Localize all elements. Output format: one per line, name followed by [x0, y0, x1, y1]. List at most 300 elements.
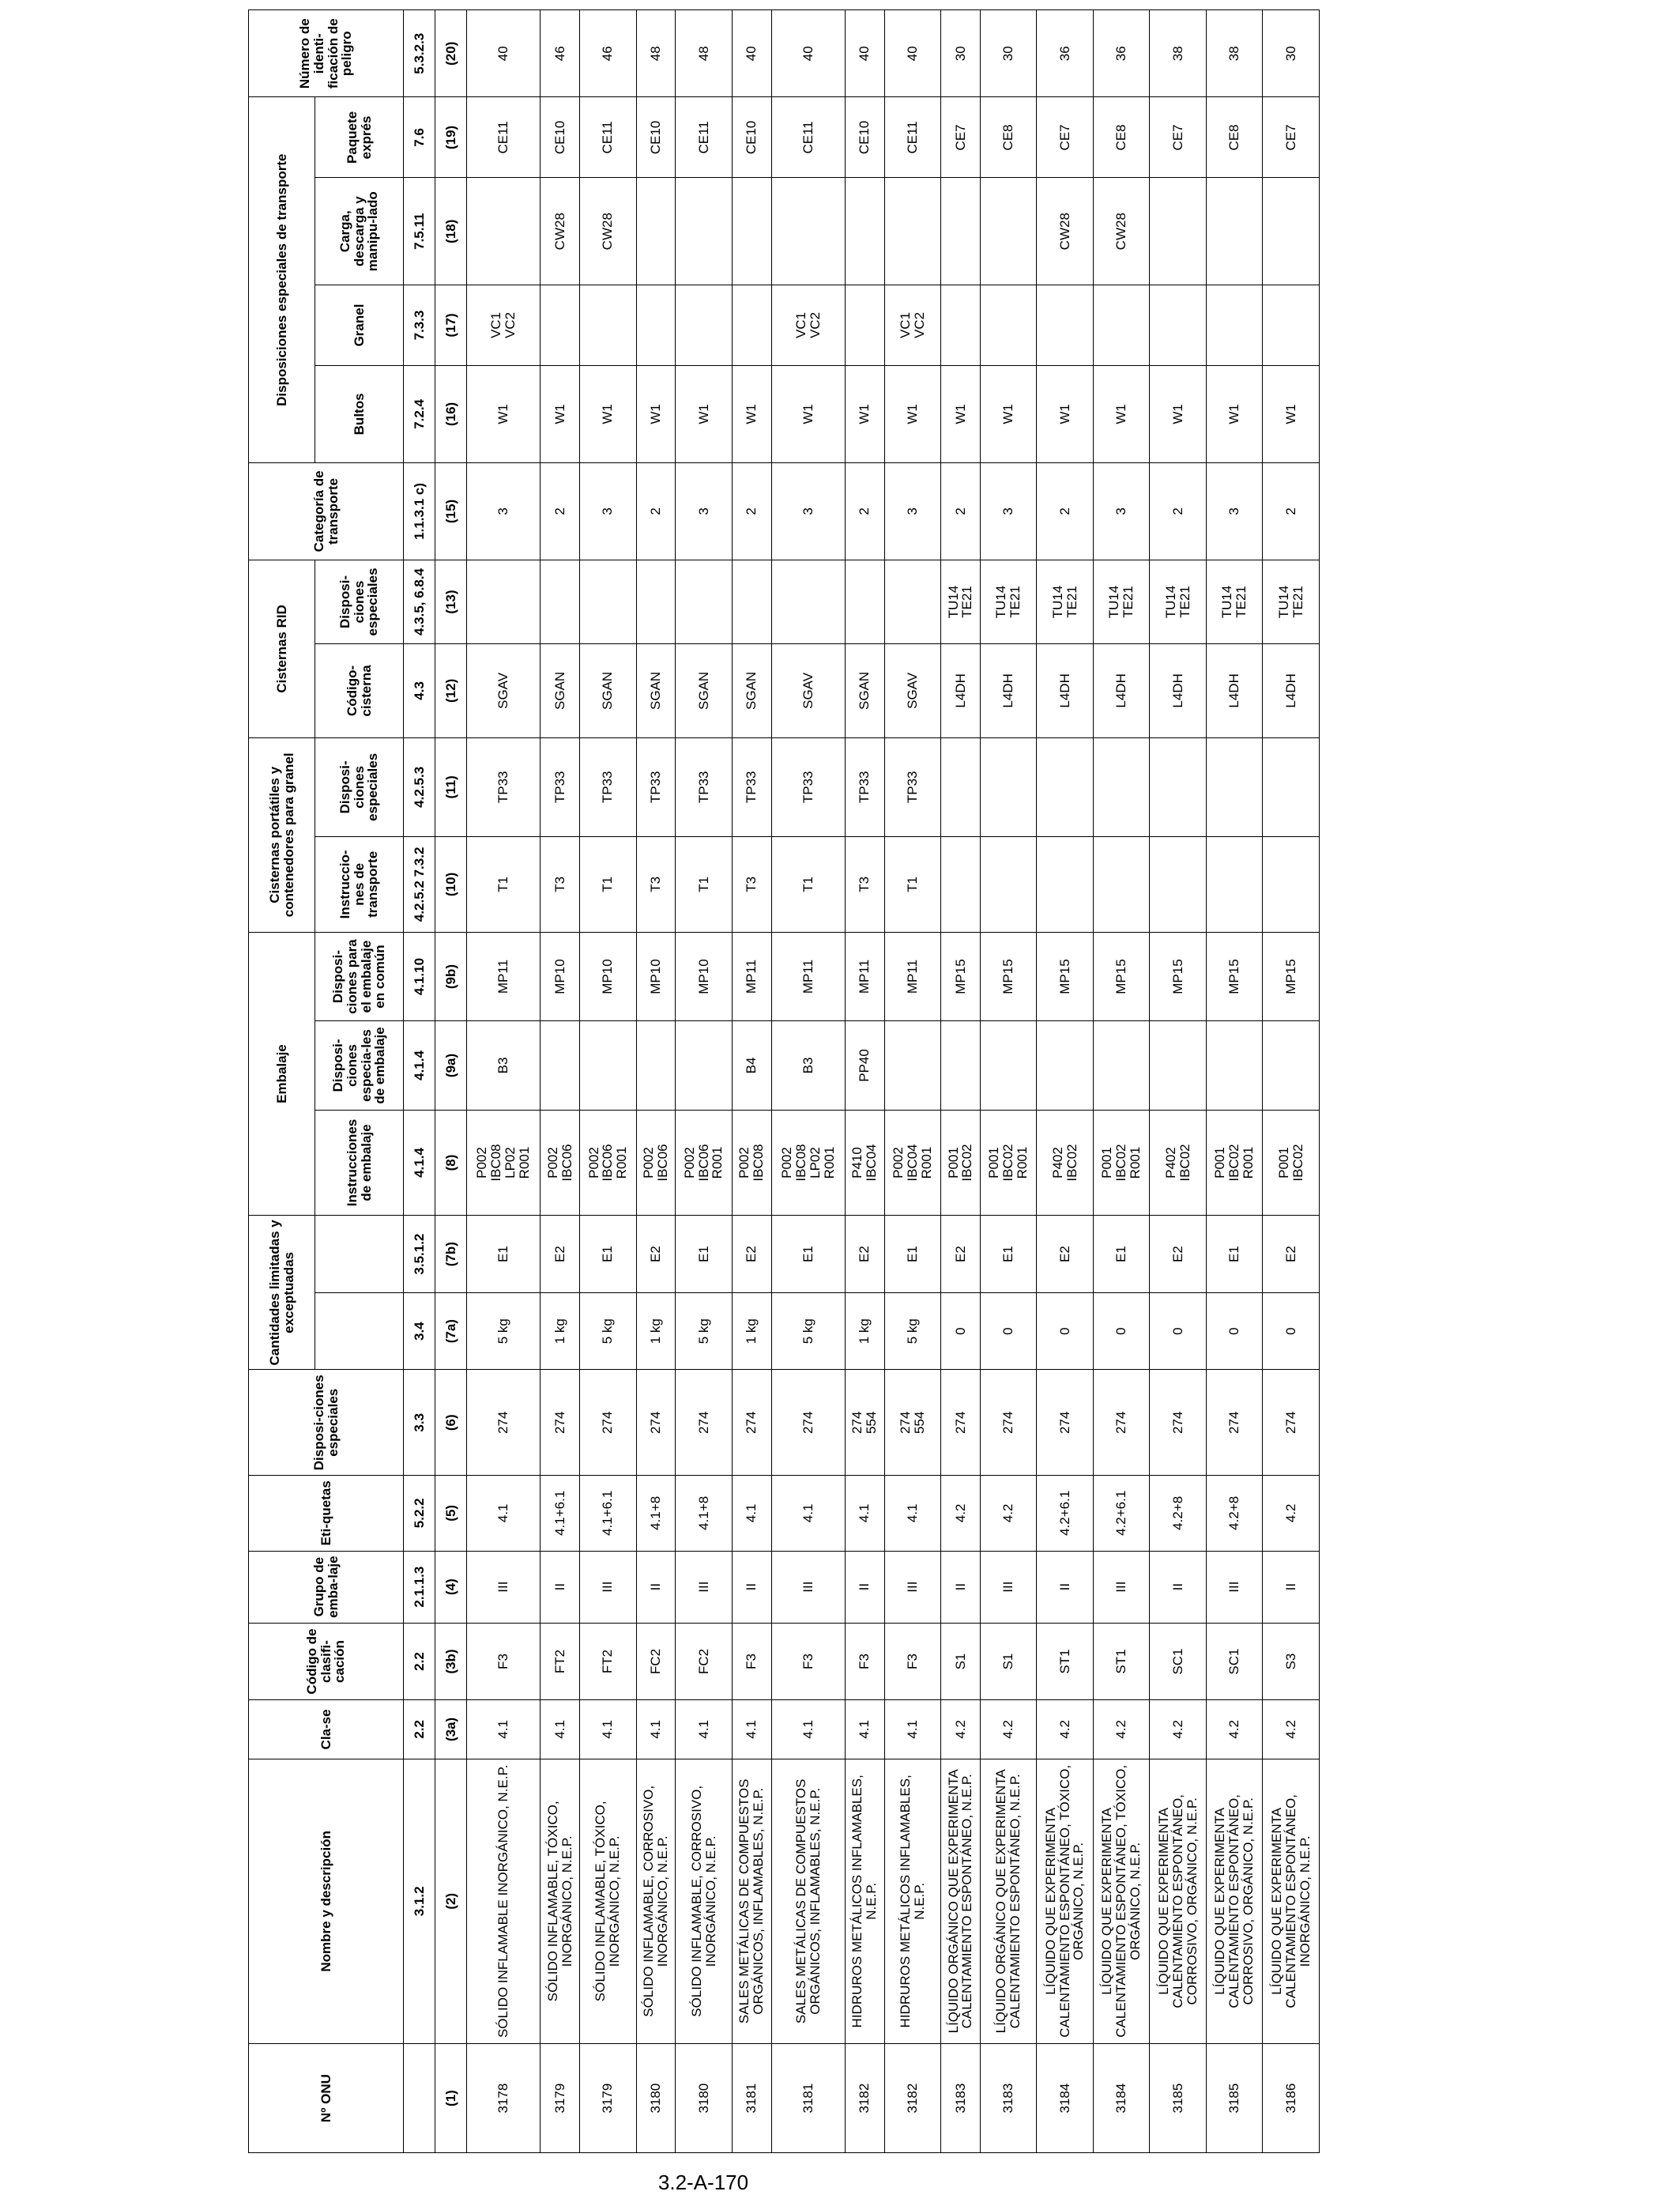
express-cell: CE10: [541, 97, 580, 178]
tank-code-cell: L4DH: [1150, 643, 1207, 737]
reference-cell: 4.3: [404, 643, 435, 737]
transport-category-cell: 2: [636, 462, 676, 560]
loading-cell: CW28: [1093, 178, 1150, 285]
name-cell: LÍQUIDO ORGÁNICO QUE EXPERIMENTA CALENTAMIENTO ESPONTÁNEO, N.E.P.: [941, 1759, 981, 2044]
packing-instructions-cell: [884, 1110, 941, 1216]
page-number: 3.2-A-170: [657, 2170, 749, 2194]
table-row: [1206, 10, 1263, 2153]
packing-group-cell: III: [1206, 1551, 1263, 1623]
hazard-id-cell: 40: [845, 10, 884, 97]
cell-line: VC2: [911, 311, 927, 339]
table-row: [676, 10, 733, 2153]
transport-category-cell: 3: [1093, 462, 1150, 560]
limited-quantity-cell: 0: [1263, 1292, 1320, 1370]
table-row: [941, 10, 981, 2153]
reference-cell: 4.2.5.3: [404, 737, 435, 836]
cell-line: IBC02: [1064, 1144, 1079, 1182]
cell-line: P402: [1162, 1147, 1178, 1179]
express-cell: CE11: [676, 97, 733, 178]
tank-special-cell: TP33: [845, 737, 884, 836]
packages-cell: W1: [1150, 365, 1207, 462]
bulk-cell: [636, 285, 676, 366]
packing-group-cell: III: [580, 1551, 637, 1623]
header-rid-tanks: Cisternas RID: [249, 560, 315, 737]
packing-group-cell: III: [467, 1551, 541, 1623]
packages-cell: W1: [1263, 365, 1320, 462]
classification-code-cell: FC2: [676, 1623, 733, 1700]
hazard-id-cell: 46: [580, 10, 637, 97]
labels-cell: 4.2: [980, 1476, 1037, 1551]
tank-instructions-cell: T1: [771, 836, 845, 932]
labels-cell: 4.1+6.1: [580, 1476, 637, 1551]
column-number-cell: (8): [435, 1110, 467, 1216]
packing-instructions-cell: [980, 1110, 1037, 1216]
hazard-id-cell: 46: [541, 10, 580, 97]
classification-code-cell: S1: [941, 1623, 981, 1700]
packing-group-cell: III: [676, 1551, 733, 1623]
name-cell: SÓLIDO INFLAMABLE INORGÁNICO, N.E.P.: [467, 1759, 541, 2044]
class-cell: 4.2: [1206, 1700, 1263, 1759]
bulk-cell: [1263, 285, 1320, 366]
hazard-id-cell: 40: [732, 10, 771, 97]
transport-category-cell: 3: [1206, 462, 1263, 560]
header-special-packing: Disposi-ciones especia-les de embalaje: [315, 1021, 404, 1110]
mixed-packing-cell: MP15: [1037, 932, 1094, 1020]
name-cell: LÍQUIDO QUE EXPERIMENTA CALENTAMIENTO ESPONTÁNEO, INORGÁNICO, N.E.P.: [1263, 1759, 1320, 2044]
bulk-cell: [580, 285, 637, 366]
class-cell: 4.1: [676, 1700, 733, 1759]
special-packing-cell: [1206, 1021, 1263, 1110]
column-number-cell: (2): [435, 1759, 467, 2044]
rid-special-cell: [1093, 560, 1150, 643]
cell-line: P002: [474, 1147, 490, 1179]
name-cell: SALES METÁLICAS DE COMPUESTOS ORGÁNICOS, INFLAMABLES, N.E.P.: [771, 1759, 845, 2044]
cell-line: P002: [544, 1147, 560, 1179]
loading-cell: [884, 178, 941, 285]
cell-line: VC1: [488, 311, 504, 339]
reference-cell: 7.5.11: [404, 178, 435, 285]
column-number-cell: (4): [435, 1551, 467, 1623]
packages-cell: W1: [541, 365, 580, 462]
class-cell: 4.1: [884, 1700, 941, 1759]
column-number-cell: (3b): [435, 1623, 467, 1700]
cell-line: LP02: [807, 1147, 823, 1179]
cell-line: P002: [736, 1147, 752, 1179]
limited-quantity-cell: 5 kg: [676, 1292, 733, 1370]
tank-instructions-cell: [1263, 836, 1320, 932]
excepted-quantity-cell: E1: [1206, 1216, 1263, 1293]
limited-quantity-cell: 0: [1150, 1292, 1207, 1370]
excepted-quantity-cell: E1: [580, 1216, 637, 1293]
transport-category-cell: 3: [771, 462, 845, 560]
special-packing-cell: [541, 1021, 580, 1110]
packing-instructions-cell: [941, 1110, 981, 1216]
column-number-cell: (9a): [435, 1021, 467, 1110]
labels-cell: 4.2+6.1: [1093, 1476, 1150, 1551]
table-body: [467, 10, 1320, 2153]
cell-line: TE21: [1008, 586, 1023, 618]
limited-quantity-cell: 1 kg: [636, 1292, 676, 1370]
special-packing-cell: B4: [732, 1021, 771, 1110]
column-number-cell: (17): [435, 285, 467, 366]
cell-line: IBC06: [654, 1144, 670, 1182]
excepted-quantity-cell: E2: [541, 1216, 580, 1293]
tank-special-cell: TP33: [676, 737, 733, 836]
transport-category-cell: 2: [845, 462, 884, 560]
special-packing-cell: B3: [467, 1021, 541, 1110]
header-packing-group: Grupo de emba-laje: [249, 1551, 404, 1623]
tank-code-cell: L4DH: [980, 643, 1037, 737]
cell-line: IBC02: [959, 1144, 975, 1182]
bulk-cell: [1206, 285, 1263, 366]
name-cell: LÍQUIDO QUE EXPERIMENTA CALENTAMIENTO ESPONTÁNEO, CORROSIVO, ORGÁNICO, N.E.P.: [1206, 1759, 1263, 2044]
special-provisions-cell: 274: [541, 1370, 580, 1476]
column-number-cell: (13): [435, 560, 467, 643]
header-express: Paquete exprés: [315, 97, 404, 178]
cell-line: IBC08: [751, 1144, 767, 1182]
loading-cell: [1206, 178, 1263, 285]
bulk-cell: [1093, 285, 1150, 366]
cell-line: P001: [945, 1147, 961, 1179]
packing-instructions-cell: [771, 1110, 845, 1216]
classification-code-cell: FT2: [541, 1623, 580, 1700]
mixed-packing-cell: MP10: [636, 932, 676, 1020]
mixed-packing-cell: MP11: [467, 932, 541, 1020]
rid-special-cell: [980, 560, 1037, 643]
packing-instructions-cell: [636, 1110, 676, 1216]
header-packing-instructions: Instrucciones de embalaje: [315, 1110, 404, 1216]
mixed-packing-cell: MP15: [1093, 932, 1150, 1020]
labels-cell: 4.1+8: [636, 1476, 676, 1551]
class-cell: 4.2: [980, 1700, 1037, 1759]
packing-group-cell: II: [541, 1551, 580, 1623]
express-cell: CE8: [1093, 97, 1150, 178]
packages-cell: W1: [884, 365, 941, 462]
bulk-cell: [1150, 285, 1207, 366]
tank-instructions-cell: T1: [580, 836, 637, 932]
reference-cell: 1.1.3.1 c): [404, 462, 435, 560]
bulk-cell: [541, 285, 580, 366]
reference-cell: 2.1.1.3: [404, 1551, 435, 1623]
reference-cell: 4.3.5, 6.8.4: [404, 560, 435, 643]
packing-instructions-cell: [1093, 1110, 1150, 1216]
tank-special-cell: [980, 737, 1037, 836]
tank-instructions-cell: [1206, 836, 1263, 932]
reference-cell: 4.2.5.2 7.3.2: [404, 836, 435, 932]
header-special-provisions: Disposi-ciones especiales: [249, 1370, 404, 1476]
tank-code-cell: L4DH: [1206, 643, 1263, 737]
labels-cell: 4.2+6.1: [1037, 1476, 1094, 1551]
column-number-row: [435, 10, 467, 2153]
loading-cell: CW28: [580, 178, 637, 285]
labels-cell: 4.1: [845, 1476, 884, 1551]
labels-cell: 4.2+8: [1206, 1476, 1263, 1551]
tank-code-cell: SGAV: [771, 643, 845, 737]
special-packing-cell: [636, 1021, 676, 1110]
rid-special-cell: [541, 560, 580, 643]
column-number-cell: (20): [435, 10, 467, 97]
packages-cell: W1: [845, 365, 884, 462]
special-provisions-cell: 274: [1037, 1370, 1094, 1476]
packages-cell: W1: [1206, 365, 1263, 462]
hazard-id-cell: 30: [1263, 10, 1320, 97]
excepted-quantity-cell: E1: [771, 1216, 845, 1293]
dangerous-goods-table: [248, 9, 1320, 2153]
header-packages: Bultos: [315, 365, 404, 462]
cell-line: P002: [586, 1147, 601, 1179]
hazard-id-cell: 48: [636, 10, 676, 97]
packing-group-cell: II: [845, 1551, 884, 1623]
special-provisions-cell: 274: [1150, 1370, 1207, 1476]
cell-line: VC1: [793, 311, 808, 339]
class-cell: 4.1: [771, 1700, 845, 1759]
header-rid-special: Disposi-ciones especiales: [315, 560, 404, 643]
special-provisions-cell: 274: [1093, 1370, 1150, 1476]
header-bulk: Granel: [315, 285, 404, 366]
class-cell: 4.2: [941, 1700, 981, 1759]
cell-line: P001: [1099, 1147, 1115, 1179]
excepted-quantity-cell: E1: [980, 1216, 1037, 1293]
rid-special-cell: [1263, 560, 1320, 643]
hazard-id-cell: 40: [771, 10, 845, 97]
tank-code-cell: SGAV: [884, 643, 941, 737]
class-cell: 4.1: [580, 1700, 637, 1759]
packing-group-cell: II: [941, 1551, 981, 1623]
special-provisions-cell: 274: [676, 1370, 733, 1476]
tank-code-cell: SGAN: [676, 643, 733, 737]
un-number-cell: 3184: [1093, 2044, 1150, 2153]
packages-cell: W1: [676, 365, 733, 462]
loading-cell: [941, 178, 981, 285]
packing-instructions-cell: [580, 1110, 637, 1216]
excepted-quantity-cell: E1: [467, 1216, 541, 1293]
header-name: Nombre y descripción: [249, 1759, 404, 2044]
cell-line: TE21: [1290, 586, 1305, 618]
tank-instructions-cell: [1037, 836, 1094, 932]
bulk-cell: [1037, 285, 1094, 366]
cell-line: P002: [681, 1147, 697, 1179]
column-number-cell: (19): [435, 97, 467, 178]
rid-special-cell: [941, 560, 981, 643]
header-excepted-qty-cell: [315, 1216, 404, 1293]
packing-instructions-cell: [1150, 1110, 1207, 1216]
classification-code-cell: F3: [732, 1623, 771, 1700]
excepted-quantity-cell: E1: [884, 1216, 941, 1293]
header-tank-special: Disposi-ciones especiales: [315, 737, 404, 836]
reference-cell: 3.4: [404, 1292, 435, 1370]
un-number-cell: 3180: [636, 2044, 676, 2153]
table-row: [1037, 10, 1094, 2153]
un-number-cell: 3183: [980, 2044, 1037, 2153]
mixed-packing-cell: MP15: [980, 932, 1037, 1020]
un-number-cell: 3181: [771, 2044, 845, 2153]
un-number-cell: 3179: [541, 2044, 580, 2153]
bulk-cell: [771, 285, 845, 366]
header-hazard-id: Número de identi-ficación de peligro: [249, 10, 404, 97]
class-cell: 4.2: [1093, 1700, 1150, 1759]
express-cell: CE11: [580, 97, 637, 178]
limited-quantity-cell: 1 kg: [541, 1292, 580, 1370]
class-cell: 4.2: [1263, 1700, 1320, 1759]
cell-line: TU14: [1219, 585, 1235, 619]
bulk-cell: [941, 285, 981, 366]
labels-cell: 4.1+6.1: [541, 1476, 580, 1551]
cell-line: R001: [517, 1146, 532, 1179]
cell-line: IBC02: [1000, 1144, 1016, 1182]
tank-instructions-cell: T1: [467, 836, 541, 932]
special-packing-cell: [1263, 1021, 1320, 1110]
header-limited-qty-cell: [315, 1292, 404, 1370]
tank-instructions-cell: [941, 836, 981, 932]
table-row: [732, 10, 771, 2153]
cell-line: VC2: [807, 311, 823, 339]
limited-quantity-cell: 1 kg: [845, 1292, 884, 1370]
mixed-packing-cell: MP15: [1263, 932, 1320, 1020]
header-classification-code: Código de clasifi-cación: [249, 1623, 404, 1700]
rid-special-cell: [467, 560, 541, 643]
hazard-id-cell: 30: [980, 10, 1037, 97]
classification-code-cell: FT2: [580, 1623, 637, 1700]
excepted-quantity-cell: E2: [1037, 1216, 1094, 1293]
table-row: [845, 10, 884, 2153]
transport-category-cell: 3: [884, 462, 941, 560]
class-cell: 4.1: [541, 1700, 580, 1759]
excepted-quantity-cell: E2: [732, 1216, 771, 1293]
tank-special-cell: TP33: [541, 737, 580, 836]
packing-instructions-cell: [1037, 1110, 1094, 1216]
express-cell: CE7: [941, 97, 981, 178]
tank-code-cell: L4DH: [1037, 643, 1094, 737]
cell-line: IBC06: [559, 1144, 574, 1182]
transport-category-cell: 2: [1037, 462, 1094, 560]
cell-line: TU14: [1106, 585, 1122, 619]
express-cell: CE8: [980, 97, 1037, 178]
mixed-packing-cell: MP15: [1150, 932, 1207, 1020]
column-number-cell: (18): [435, 178, 467, 285]
transport-category-cell: 3: [980, 462, 1037, 560]
special-provisions-cell: 274: [732, 1370, 771, 1476]
special-packing-cell: PP40: [845, 1021, 884, 1110]
loading-cell: [676, 178, 733, 285]
name-cell: SÓLIDO INFLAMABLE, CORROSIVO, INORGÁNICO, N.E.P.: [676, 1759, 733, 2044]
name-cell: HIDRUROS METÁLICOS INFLAMABLES, N.E.P.: [845, 1759, 884, 2044]
mixed-packing-cell: MP11: [845, 932, 884, 1020]
tank-instructions-cell: T1: [884, 836, 941, 932]
header-mixed-packing: Disposi-ciones para el embalaje en común: [315, 932, 404, 1020]
packing-instructions-cell: [845, 1110, 884, 1216]
table-row: [467, 10, 541, 2153]
name-cell: SALES METÁLICAS DE COMPUESTOS ORGÁNICOS, INFLAMABLES, N.E.P.: [732, 1759, 771, 2044]
cell-line: TU14: [1162, 585, 1178, 619]
express-cell: CE7: [1037, 97, 1094, 178]
column-number-cell: (12): [435, 643, 467, 737]
labels-cell: 4.1: [467, 1476, 541, 1551]
packing-group-cell: II: [1263, 1551, 1320, 1623]
column-number-cell: (9b): [435, 932, 467, 1020]
packing-instructions-cell: [1206, 1110, 1263, 1216]
cell-line: R001: [1241, 1146, 1256, 1179]
classification-code-cell: F3: [884, 1623, 941, 1700]
limited-quantity-cell: 0: [1093, 1292, 1150, 1370]
un-number-cell: 3183: [941, 2044, 981, 2153]
table-row: [1263, 10, 1320, 2153]
packing-group-cell: II: [732, 1551, 771, 1623]
packing-instructions-cell: [541, 1110, 580, 1216]
cell-line: IBC06: [600, 1144, 616, 1182]
special-packing-cell: [580, 1021, 637, 1110]
name-cell: SÓLIDO INFLAMABLE, CORROSIVO, INORGÁNICO, N.E.P.: [636, 1759, 676, 2044]
excepted-quantity-cell: E2: [1263, 1216, 1320, 1293]
limited-quantity-cell: 5 kg: [771, 1292, 845, 1370]
class-cell: 4.1: [845, 1700, 884, 1759]
header-un-number: Nº ONU: [249, 2044, 404, 2153]
packing-group-cell: III: [771, 1551, 845, 1623]
rid-special-cell: [1150, 560, 1207, 643]
column-number-cell: (10): [435, 836, 467, 932]
mixed-packing-cell: MP10: [676, 932, 733, 1020]
packing-group-cell: II: [1037, 1551, 1094, 1623]
bulk-cell: [467, 285, 541, 366]
cell-line: TU14: [1275, 585, 1291, 619]
un-number-cell: 3185: [1150, 2044, 1207, 2153]
cell-line: 554: [911, 1411, 927, 1434]
express-cell: CE11: [771, 97, 845, 178]
classification-code-cell: SC1: [1206, 1623, 1263, 1700]
special-provisions-cell: 274: [1206, 1370, 1263, 1476]
column-number-cell: (11): [435, 737, 467, 836]
loading-cell: [1263, 178, 1320, 285]
un-number-cell: 3181: [732, 2044, 771, 2153]
tank-instructions-cell: T3: [845, 836, 884, 932]
packing-instructions-cell: [467, 1110, 541, 1216]
un-number-cell: 3180: [676, 2044, 733, 2153]
transport-category-cell: 2: [1263, 462, 1320, 560]
header-tank-instructions: Instruccio-nes de transporte: [315, 836, 404, 932]
cell-line: P001: [1212, 1147, 1228, 1179]
table-row: [771, 10, 845, 2153]
cell-line: IBC04: [864, 1144, 880, 1182]
class-cell: 4.1: [732, 1700, 771, 1759]
special-provisions-cell: [884, 1370, 941, 1476]
tank-instructions-cell: T1: [676, 836, 733, 932]
table-row: [884, 10, 941, 2153]
tank-code-cell: SGAV: [467, 643, 541, 737]
rid-special-cell: [580, 560, 637, 643]
name-cell: SÓLIDO INFLAMABLE, TÓXICO, INORGÁNICO, N.E.P.: [580, 1759, 637, 2044]
packing-group-cell: III: [884, 1551, 941, 1623]
express-cell: CE11: [467, 97, 541, 178]
bulk-cell: [980, 285, 1037, 366]
limited-quantity-cell: 1 kg: [732, 1292, 771, 1370]
bulk-cell: [732, 285, 771, 366]
column-number-cell: (16): [435, 365, 467, 462]
un-number-cell: 3184: [1037, 2044, 1094, 2153]
reference-cell: 7.6: [404, 97, 435, 178]
cell-line: 274: [849, 1411, 865, 1434]
hazard-id-cell: 40: [884, 10, 941, 97]
tank-code-cell: L4DH: [1263, 643, 1320, 737]
packages-cell: W1: [1037, 365, 1094, 462]
hazard-id-cell: 36: [1037, 10, 1094, 97]
tank-instructions-cell: T3: [541, 836, 580, 932]
cell-line: IBC08: [793, 1144, 808, 1182]
hazard-id-cell: 48: [676, 10, 733, 97]
rid-special-cell: [845, 560, 884, 643]
reference-cell: 5.2.2: [404, 1476, 435, 1551]
cell-line: VC2: [503, 311, 518, 339]
special-packing-cell: [884, 1021, 941, 1110]
labels-cell: 4.1: [732, 1476, 771, 1551]
